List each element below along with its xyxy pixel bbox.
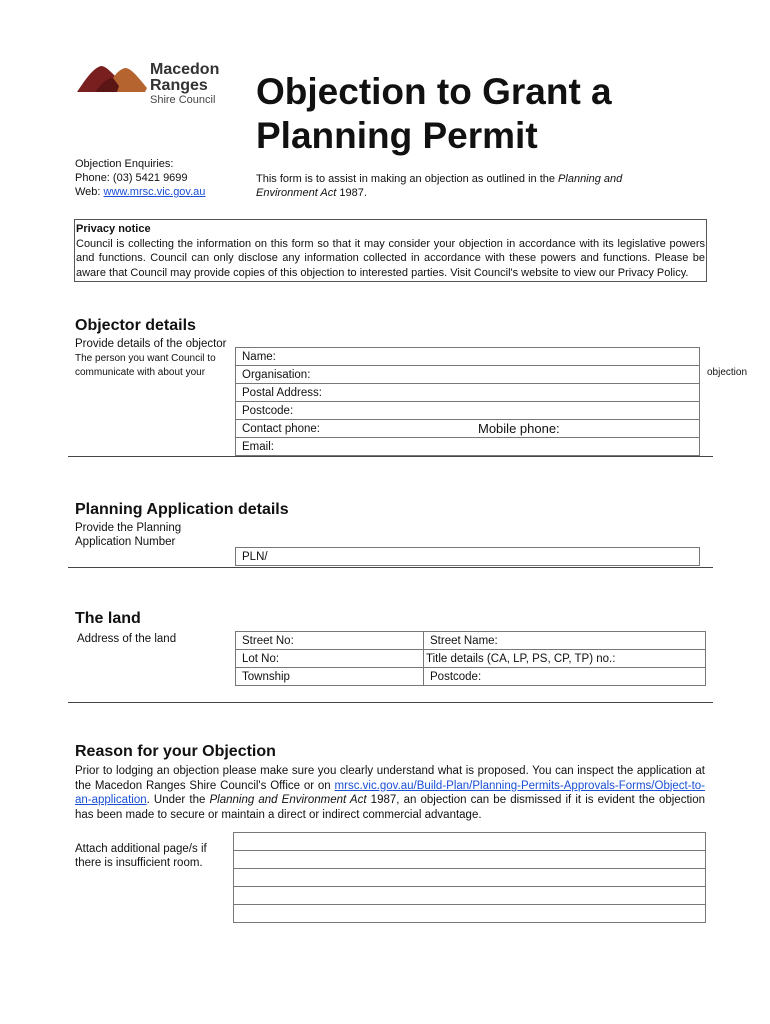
council-logo: [75, 60, 235, 110]
street-no-field[interactable]: Street No:: [236, 632, 424, 650]
planning-divider: [68, 567, 713, 568]
title-details-field[interactable]: Title details (CA, LP, PS, CP, TP) no.:: [424, 650, 706, 668]
enquiries-heading: Objection Enquiries:: [75, 158, 174, 170]
enquiries-block: [75, 157, 205, 199]
mobile-phone-field[interactable]: Mobile phone:: [472, 420, 700, 438]
mountains-logo-icon: [75, 62, 150, 96]
object-application-link[interactable]: mrsc.vic.gov.au/Build-Plan/Planning-Permits-Approvals-Forms/Object-to-an-application: [75, 779, 705, 806]
planning-provide-line2: Application Number: [75, 536, 176, 548]
objector-divider: [68, 456, 713, 457]
land-postcode-field[interactable]: Postcode:: [424, 668, 706, 686]
logo-line3: Shire Council: [150, 94, 216, 106]
intro-text: [256, 172, 666, 200]
reason-text: [75, 764, 705, 822]
organisation-field[interactable]: Organisation:: [236, 366, 700, 384]
privacy-body: Council is collecting the information on this form so that it may consider your objection in accordance with its legislative powers and functions. Council can only disclose any information collected in accordance with these powers and functions. Please be aware that Council may provide copies of this objection to interested parties. Visit Council's website to view our Privacy Policy.: [76, 237, 705, 279]
title-line2: Planning Permit: [256, 115, 538, 156]
land-desc: Address of the land: [77, 633, 177, 645]
reason-table: [233, 832, 706, 923]
land-divider: [68, 702, 713, 703]
intro-act: Planning and Environment Act: [256, 173, 623, 199]
reason-line-3[interactable]: [234, 869, 706, 887]
attach-line1: Attach additional page/s if: [75, 843, 207, 855]
objector-heading: Objector details: [75, 317, 196, 334]
township-field[interactable]: Township: [236, 668, 424, 686]
objector-person-line1: The person you want Council to: [75, 353, 216, 364]
privacy-notice: [74, 219, 707, 282]
street-name-field[interactable]: Street Name:: [424, 632, 706, 650]
reason-line-4[interactable]: [234, 887, 706, 905]
privacy-heading: Privacy notice: [76, 223, 151, 235]
contact-phone-field[interactable]: Contact phone:: [236, 420, 473, 438]
objector-overflow-text: objection: [707, 367, 748, 378]
reason-line-1[interactable]: [234, 833, 706, 851]
planning-heading: Planning Application details: [75, 501, 289, 518]
planning-provide: [75, 521, 181, 549]
objector-provide: Provide details of the objector: [75, 338, 227, 350]
intro-body: This form is to assist in making an objection as outlined in the: [256, 173, 559, 185]
attach-note: [75, 842, 207, 870]
planning-provide-line1: Provide the Planning: [75, 522, 182, 534]
planning-table: [235, 547, 700, 566]
page-title: [256, 70, 612, 158]
website-link[interactable]: www.mrsc.vic.gov.au: [103, 186, 206, 198]
pln-number-field[interactable]: PLN/: [236, 548, 700, 566]
objector-person-line2: communicate with about your: [75, 367, 206, 378]
postcode-field[interactable]: Postcode:: [236, 402, 700, 420]
email-field[interactable]: Email:: [236, 438, 700, 456]
logo-line1: Macedon: [150, 61, 220, 78]
web-label: Web:: [75, 186, 104, 198]
reason-p2: . Under the: [146, 794, 210, 806]
objector-person-desc: [75, 352, 216, 380]
land-heading: The land: [75, 610, 141, 627]
intro-year: 1987.: [336, 187, 367, 199]
objector-table: [235, 347, 700, 456]
reason-line-2[interactable]: [234, 851, 706, 869]
enquiries-phone: Phone: (03) 5421 9699: [75, 172, 188, 184]
reason-heading: Reason for your Objection: [75, 743, 276, 760]
land-table: [235, 631, 706, 686]
title-line1: Objection to Grant a: [256, 71, 612, 112]
enquiries-web: [75, 185, 205, 199]
logo-line2: Ranges: [150, 77, 208, 94]
reason-line-5[interactable]: [234, 905, 706, 923]
reason-p1: Prior to lodging an objection please make sure you clearly understand what is proposed. You can inspect the application at the Macedon Ranges Shire Council's Office or on: [75, 765, 705, 792]
reason-act: Planning and Environment Act: [209, 794, 367, 806]
attach-line2: there is insufficient room.: [75, 857, 203, 869]
name-field[interactable]: Name:: [236, 348, 700, 366]
lot-no-field[interactable]: Lot No:: [236, 650, 424, 668]
reason-p3: 1987, an objection can be dismissed if it is evident the objection has been made to secure or maintain a direct or indirect commercial advantage.: [75, 794, 705, 821]
postal-address-field[interactable]: Postal Address:: [236, 384, 700, 402]
